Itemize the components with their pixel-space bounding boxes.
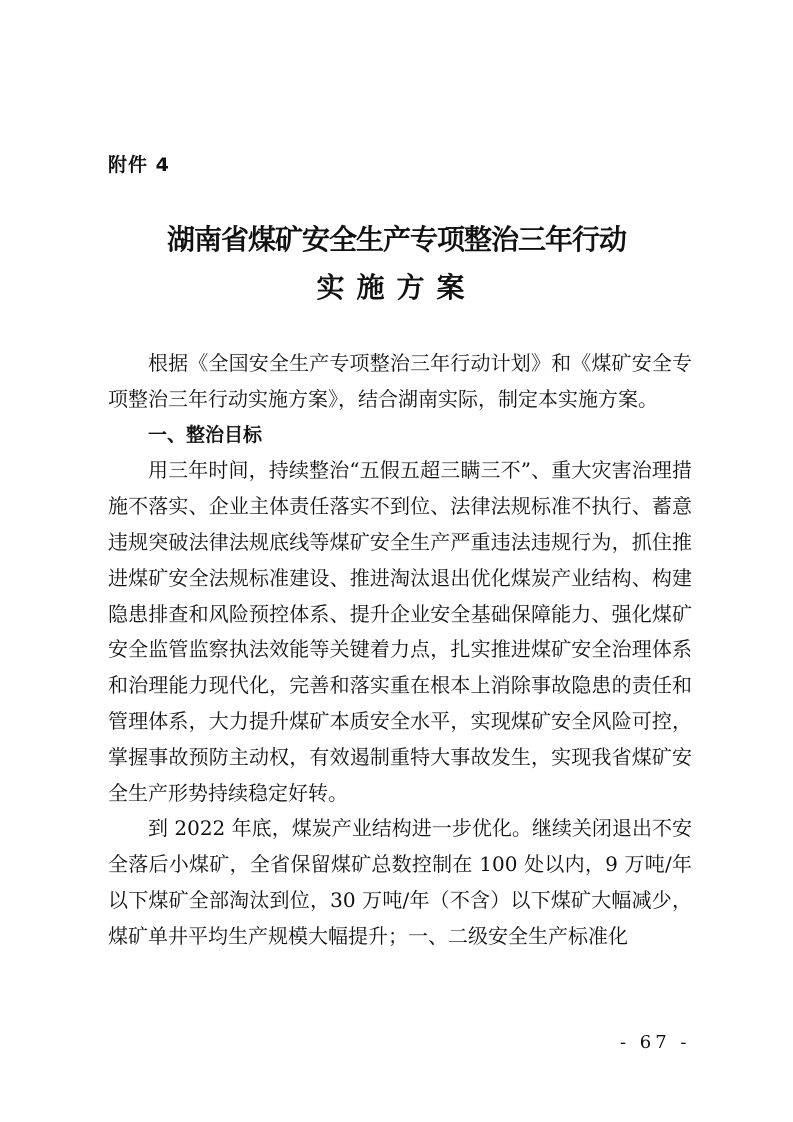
body-paragraph: 到 2022 年底，煤炭产业结构进一步优化。继续关闭退出不安全落后小煤矿，全省保留煤矿总数控制在 100 处以内，9 万吨/年以下煤矿全部淘汰到位，30 万吨/年（不含）以下煤矿大幅减少，煤矿单井平均生产规模大幅提升；一、二级安全生产标准化 bbox=[108, 816, 692, 948]
document-body bbox=[108, 346, 692, 955]
intro-paragraph: 根据《全国安全生产专项整治三年行动计划》和《煤矿安全专项整治三年行动实施方案》，结合湖南实际，制定本实施方案。 bbox=[108, 351, 692, 411]
page-number: - 67 - bbox=[620, 1032, 691, 1053]
document-title-line-1: 湖南省煤矿安全生产专项整治三年行动 bbox=[166, 223, 626, 256]
document-title-line-2: 实施方案 bbox=[316, 271, 477, 304]
body-paragraph: 用三年时间，持续整治“五假五超三瞒三不”、重大灾害治理措施不落实、企业主体责任落实不到位、法律法规标准不执行、蓄意违规突破法律法规底线等煤矿安全生产严重违法违规行为，抓住推进煤矿安全法规标准建设、推进淘汰退出优化煤炭产业结构、构建隐患排查和风险预控体系、提升企业安全基础保障能力、强化煤矿安全监管监察执法效能等关键着力点，扎实推进煤矿安全治理体系和治理能力现代化，完善和落实重在根本上消除事故隐患的责任和管理体系，大力提升煤矿本质安全水平，实现煤矿安全风险可控，掌握事故预防主动权，有效遏制重特大事故发生，实现我省煤矿安全生产形势持续稳定好转。 bbox=[108, 458, 692, 805]
section-heading: 一、整治目标 bbox=[148, 423, 263, 446]
attachment-label: 附件 4 bbox=[108, 154, 170, 176]
